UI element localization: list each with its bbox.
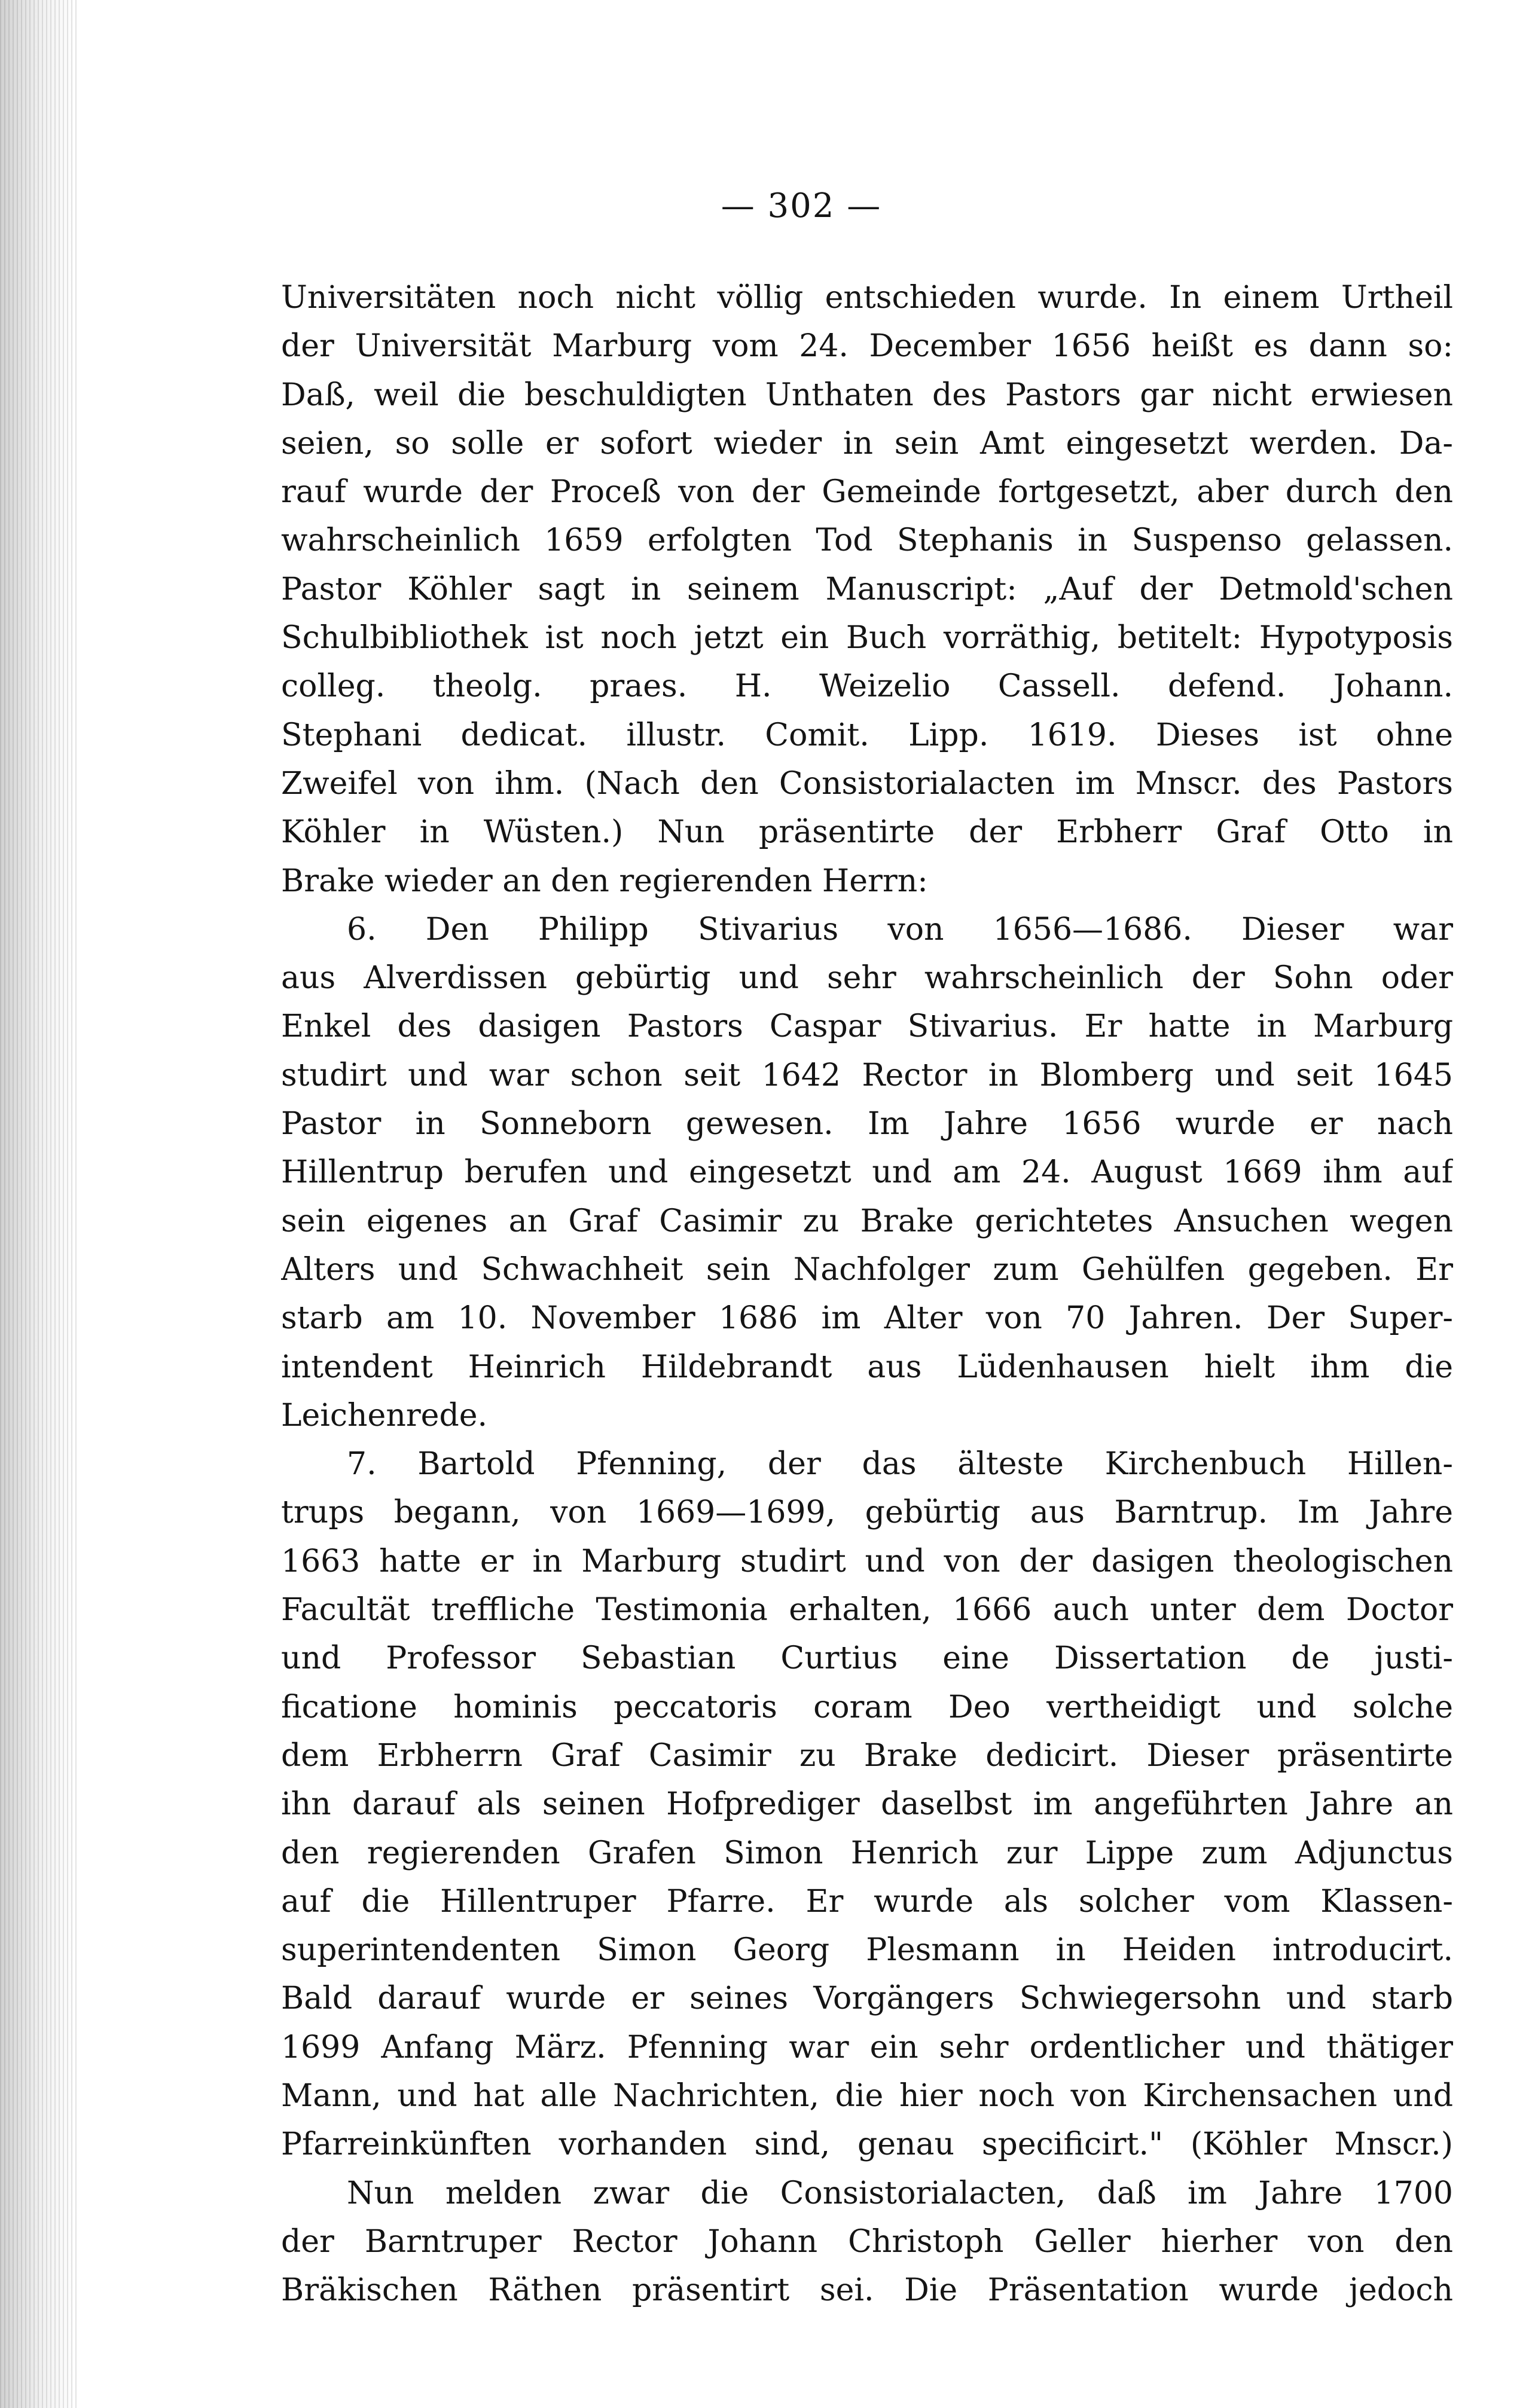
scan-edge-shading [0, 0, 78, 2408]
text-line: wahrscheinlich 1659 erfolgten Tod Stephanis in Suspenso gelassen. [281, 522, 1453, 559]
text-line: Hillentrup berufen und eingesetzt und am 24. August 1669 ihm auf [281, 1154, 1453, 1191]
text-line: dem Erbherrn Graf Casimir zu Brake dedicirt. Dieser präsentirte [281, 1737, 1453, 1774]
text-line: 1663 hatte er in Marburg studirt und von der dasigen theologischen [281, 1543, 1453, 1579]
paragraph-7-start: 7. Bartold Pfenning, der das älteste Kirchenbuch Hillen- [347, 1446, 1453, 1483]
text-line: Zweifel von ihm. (Nach den Consistorialacten im Mnscr. des Pastors [281, 765, 1453, 802]
text-line: seien, so solle er sofort wieder in sein Amt eingesetzt werden. Da- [281, 425, 1453, 462]
text-line: aus Alverdissen gebürtig und sehr wahrscheinlich der Sohn oder [281, 960, 1453, 997]
text-line: sein eigenes an Graf Casimir zu Brake gerichtetes Ansuchen wegen [281, 1203, 1453, 1239]
text-line: Pastor Köhler sagt in seinem Manuscript: „Auf der Detmold'schen [281, 571, 1453, 607]
body-text [281, 274, 1453, 2315]
text-line: Mann, und hat alle Nachrichten, die hier noch von Kirchensachen und [281, 2077, 1453, 2114]
text-line: der Universität Marburg vom 24. December 1656 heißt es dann so: [281, 328, 1453, 365]
text-line: Pastor in Sonneborn gewesen. Im Jahre 1656 wurde er nach [281, 1106, 1453, 1142]
text-line: Daß, weil die beschuldigten Unthaten des Pastors gar nicht erwiesen [281, 377, 1453, 413]
text-line: Universitäten noch nicht völlig entschieden wurde. In einem Urtheil [281, 280, 1453, 316]
text-line: Köhler in Wüsten.) Nun präsentirte der Erbherr Graf Otto in [281, 814, 1453, 851]
text-line: Brake wieder an den regierenden Herrn: [281, 863, 928, 899]
text-line: 1699 Anfang März. Pfenning war ein sehr ordentlicher und thätiger [281, 2029, 1453, 2065]
text-line: Alters und Schwachheit sein Nachfolger zum Gehülfen gegeben. Er [281, 1251, 1453, 1288]
text-line: Schulbibliothek ist noch jetzt ein Buch vorräthig, betitelt: Hypotyposis [281, 620, 1453, 656]
text-line: superintendenten Simon Georg Plesmann in Heiden introducirt. [281, 1932, 1453, 1969]
text-line: intendent Heinrich Hildebrandt aus Lüdenhausen hielt ihm die [281, 1349, 1453, 1385]
text-line: Bald darauf wurde er seines Vorgängers Schwiegersohn und starb [281, 1981, 1453, 2017]
text-line: rauf wurde der Proceß von der Gemeinde fortgesetzt, aber durch den [281, 474, 1453, 511]
text-line: colleg. theolg. praes. H. Weizelio Cassell. defend. Johann. [281, 668, 1453, 705]
text-line: den regierenden Grafen Simon Henrich zur Lippe zum Adjunctus [281, 1835, 1453, 1871]
text-line: der Barntruper Rector Johann Christoph Geller hierher von den [281, 2223, 1453, 2260]
paragraph-start: Nun melden zwar die Consistorialacten, daß im Jahre 1700 [347, 2175, 1453, 2211]
text-line: Leichenrede. [281, 1397, 488, 1434]
text-line: trups begann, von 1669—1699, gebürtig aus Barntrup. Im Jahre [281, 1495, 1453, 1531]
text-line: und Professor Sebastian Curtius eine Dissertation de justi- [281, 1640, 1453, 1677]
text-line: Facultät treffliche Testimonia erhalten, 1666 auch unter dem Doctor [281, 1592, 1453, 1628]
text-line: Enkel des dasigen Pastors Caspar Stivarius. Er hatte in Marburg [281, 1009, 1453, 1045]
text-line: Bräkischen Räthen präsentirt sei. Die Präsentation wurde jedoch [281, 2272, 1453, 2309]
text-line: Stephani dedicat. illustr. Comit. Lipp. 1619. Dieses ist ohne [281, 717, 1453, 753]
paragraph-6-start: 6. Den Philipp Stivarius von 1656—1686. Dieser war [347, 911, 1453, 948]
text-line: studirt und war schon seit 1642 Rector in Blomberg und seit 1645 [281, 1057, 1453, 1093]
text-line: auf die Hillentruper Pfarre. Er wurde als solcher vom Klassen- [281, 1883, 1453, 1920]
text-line: ficatione hominis peccatoris coram Deo vertheidigt und solche [281, 1689, 1453, 1725]
text-line: Pfarreinkünften vorhanden sind, genau specificirt." (Köhler Mnscr.) [281, 2126, 1453, 2163]
text-line: ihn darauf als seinen Hofprediger daselbst im angeführten Jahre an [281, 1786, 1453, 1823]
page-number: — 302 — [721, 187, 882, 225]
text-line: starb am 10. November 1686 im Alter von 70 Jahren. Der Super- [281, 1300, 1453, 1337]
